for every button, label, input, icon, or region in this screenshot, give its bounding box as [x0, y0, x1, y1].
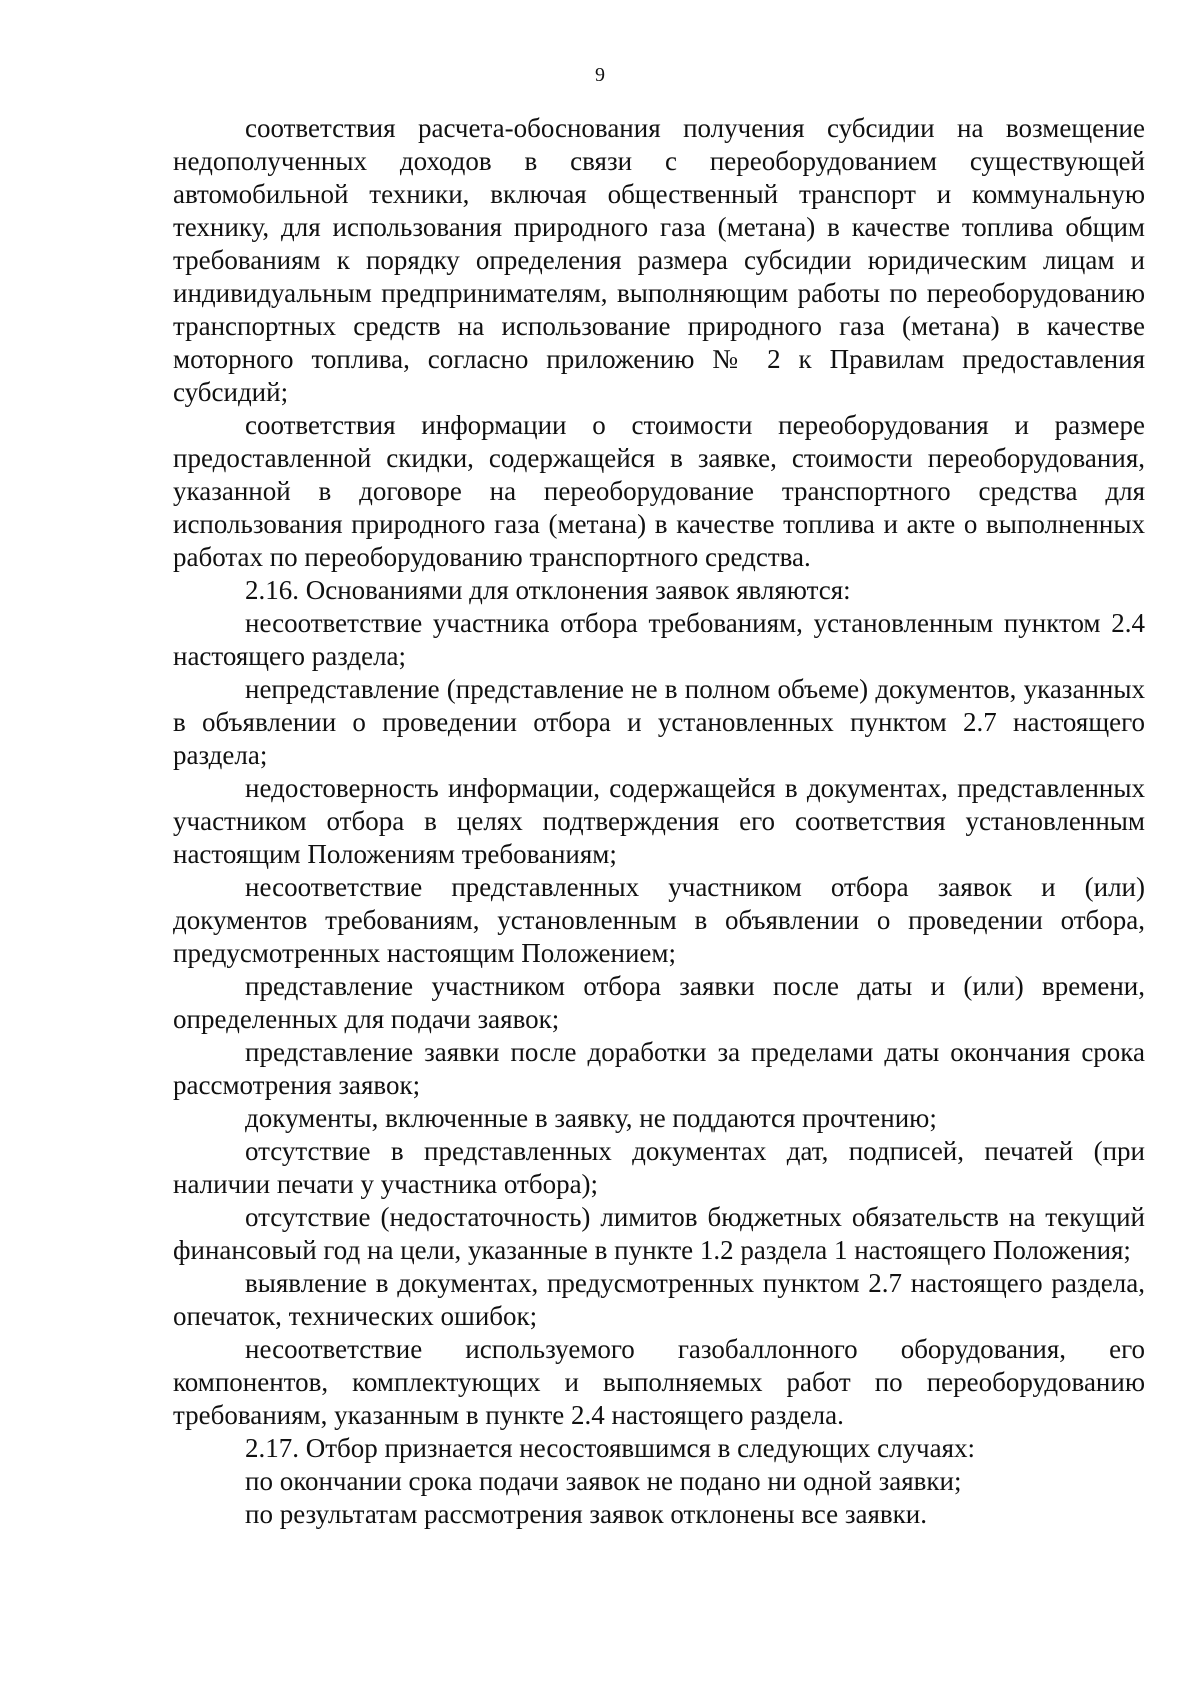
paragraph-nonconformity-equipment: несоответствие используемого газобаллонного оборудования, его компонентов, комплектующих и выполняемых работ по переоборудованию требованиям, указанным в пункте 2.4 настоящего раздела.	[173, 1334, 1145, 1430]
paragraph-nonconformity-participant: несоответствие участника отбора требованиям, установленным пунктом 2.4 настоящего раздела;	[173, 608, 1145, 671]
paragraph-non-submission-documents: непредставление (представление не в полном объеме) документов, указанных в объявлении о проведении отбора и установленных пунктом 2.7 настоящего раздела;	[173, 674, 1145, 770]
paragraph-late-submission: представление участником отбора заявки после даты и (или) времени, определенных для подачи заявок;	[173, 971, 1145, 1034]
paragraph-conformity-calculation: соответствия расчета-обоснования получения субсидии на возмещение недополученных доходов в связи с переоборудованием существующей автомобильной техники, включая общественный транспорт и коммунальную технику, для использования природного газа (метана) в качестве топлива общим требованиям к порядку определения размера субсидии юридическим лицам и индивидуальным предпринимателям, выполняющим работы по переоборудованию транспортных средств на использование природного газа (метана) в качестве моторного топлива, согласно приложению № 2 к Правилам предоставления субсидий;	[173, 113, 1145, 407]
paragraph-no-applications: по окончании срока подачи заявок не подано ни одной заявки;	[245, 1466, 962, 1496]
paragraph-2-16-heading: 2.16. Основаниями для отклонения заявок являются:	[245, 575, 851, 605]
paragraph-unreadable-documents: документы, включенные в заявку, не поддаются прочтению;	[245, 1103, 937, 1133]
paragraph-typos-errors: выявление в документах, предусмотренных пунктом 2.7 настоящего раздела, опечаток, технических ошибок;	[173, 1268, 1145, 1331]
paragraph-conformity-cost-info: соответствия информации о стоимости переоборудования и размере предоставленной скидки, содержащейся в заявке, стоимости переоборудования, указанной в договоре на переоборудование транспортного средства для использования природного газа (метана) в качестве топлива и акте о выполненных работах по переоборудованию транспортного средства.	[173, 410, 1145, 572]
paragraph-unreliable-information: недостоверность информации, содержащейся в документах, представленных участником отбора в целях подтверждения его соответствия установленным настоящим Положениям требованиям;	[173, 773, 1145, 869]
page-number: 9	[595, 64, 605, 86]
paragraph-late-revision: представление заявки после доработки за пределами даты окончания срока рассмотрения заявок;	[173, 1037, 1145, 1100]
paragraph-all-rejected: по результатам рассмотрения заявок отклонены все заявки.	[245, 1499, 927, 1529]
paragraph-insufficient-limits: отсутствие (недостаточность) лимитов бюджетных обязательств на текущий финансовый год на цели, указанные в пункте 1.2 раздела 1 настоящего Положения;	[173, 1202, 1145, 1265]
paragraph-nonconformity-applications: несоответствие представленных участником отбора заявок и (или) документов требованиям, установленным в объявлении о проведении отбора, предусмотренных настоящим Положением;	[173, 872, 1145, 968]
document-body	[173, 112, 1145, 1531]
paragraph-missing-signatures: отсутствие в представленных документах дат, подписей, печатей (при наличии печати у участника отбора);	[173, 1136, 1145, 1199]
paragraph-2-17-heading: 2.17. Отбор признается несостоявшимся в следующих случаях:	[245, 1433, 976, 1463]
